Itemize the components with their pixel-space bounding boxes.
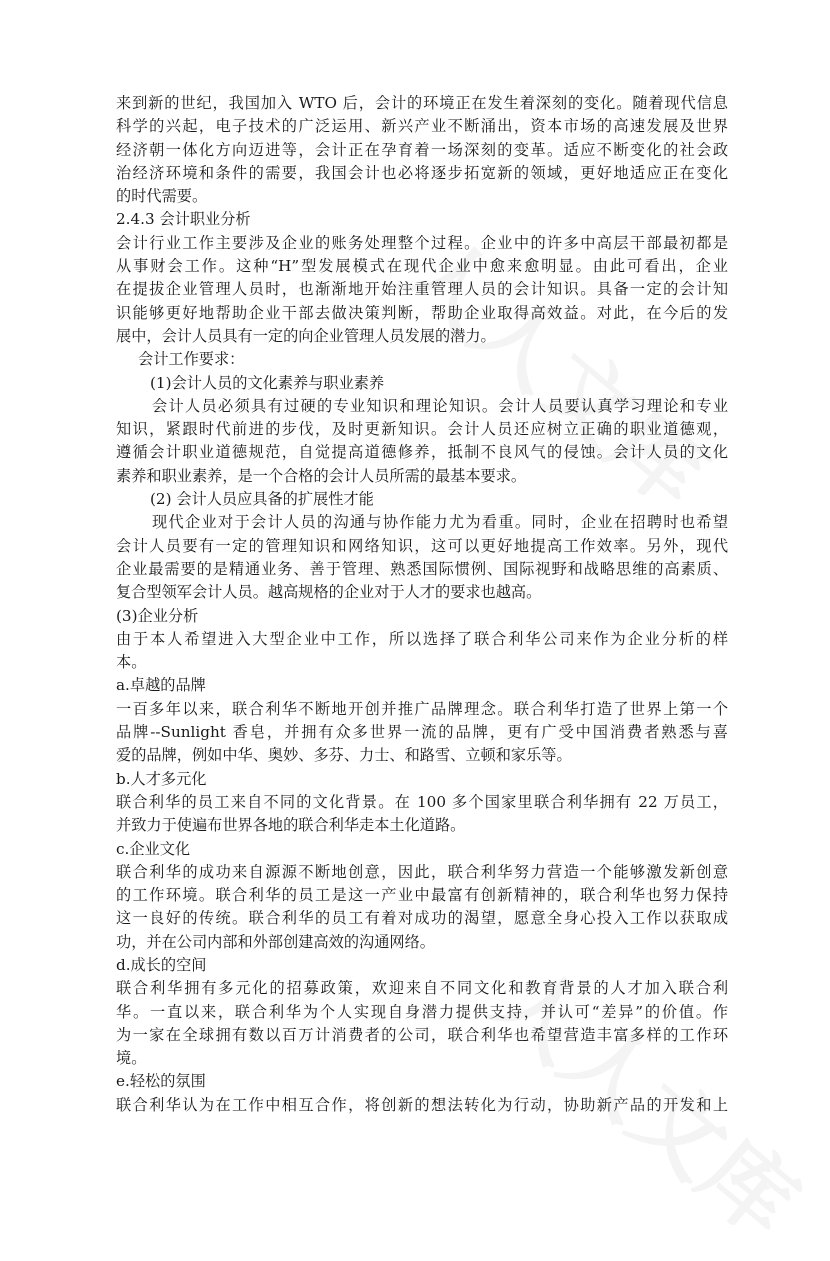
section-heading: a.卓越的品牌	[116, 676, 206, 695]
text-line: 知识，紧跟时代前进的步伐，及时更新知识。会计人员还应树立正确的职业道德观，	[116, 420, 728, 439]
paragraph	[116, 977, 728, 1070]
text-line: 素养和职业素养，是一个合格的会计人员所需的最基本要求。	[116, 466, 527, 485]
text-line: 为一家在全球拥有数以百万计消费者的公司，联合利华也希望营造丰富多样的工作环	[116, 1025, 728, 1044]
text-line: 来到新的世纪，我国加入 WTO 后，会计的环境正在发生着深刻的变化。随着现代信息	[116, 94, 728, 112]
section-heading: 2.4.3 会计职业分析	[116, 210, 251, 229]
section-heading: b.人才多元化	[116, 769, 207, 788]
paragraph	[116, 92, 728, 208]
text-line: 联合利华拥有多元化的招募政策，欢迎来自不同文化和教育背景的人才加入联合利	[116, 979, 728, 998]
text-line: 华。一直以来，联合利华为个人实现自身潜力提供支持，并认可“差异”的价值。作	[116, 1002, 728, 1021]
paragraph	[116, 698, 728, 768]
text-line: 经济朝一体化方向迈进等，会计正在孕育着一场深刻的变革。适应不断变化的社会政	[116, 140, 728, 159]
text-line: 境。	[116, 1049, 147, 1068]
section-heading: 会计工作要求：	[138, 350, 245, 369]
text-line: 复合型领军会计人员。越高规格的企业对于人才的要求也越高。	[116, 583, 542, 602]
text-line: 现代企业对于会计人员的沟通与协作能力尤为看重。同时，企业在招聘时也希望	[152, 513, 728, 532]
section-heading: (3)企业分析	[116, 606, 199, 625]
paragraph	[116, 1094, 728, 1117]
text-line: 这一良好的传统。联合利华的员工有着对成功的渴望，愿意全身心投入工作以获取成	[116, 909, 728, 928]
text-line: 联合利华认为在工作中相互合作，将创新的想法转化为行动，协助新产品的开发和上	[116, 1095, 728, 1114]
text-line: 的工作环境。联合利华的员工是这一产业中最富有创新精神的，联合利华也努力保持	[116, 886, 728, 905]
section-heading: e.轻松的氛围	[116, 1072, 206, 1091]
text-line: 在提拔企业管理人员时，也渐渐地开始注重管理人员的会计知识。具备一定的会计知	[116, 280, 728, 299]
section-heading: (2) 会计人员应具备的扩展性才能	[150, 490, 374, 509]
text-line: 治经济环境和条件的需要，我国会计也必将逐步拓宽新的领域，更好地适应正在变化	[116, 163, 728, 182]
text-line: 企业最需要的是精通业务、善于管理、熟悉国际惯例、国际视野和战略思维的高素质、	[116, 559, 728, 578]
text-line: 品牌--Sunlight 香皂，并拥有众多世界一流的品牌，更有广受中国消费者熟悉与喜	[116, 723, 728, 742]
paragraph	[116, 791, 728, 838]
text-line: 由于本人希望进入大型企业中工作，所以选择了联合利华公司来作为企业分析的样	[116, 629, 728, 648]
section-heading: (1)会计人员的文化素养与职业素养	[150, 373, 385, 392]
text-line: 遵循会计职业道德规范，自觉提高道德修养，抵制不良风气的侵蚀。会计人员的文化	[116, 443, 728, 462]
text-line: 的时代需要。	[116, 187, 208, 206]
text-line: 联合利华的员工来自不同的文化背景。在 100 多个国家里联合利华拥有 22 万员工，	[116, 792, 728, 811]
text-line: 展中，会计人员具有一定的向企业管理人员发展的潜力。	[116, 326, 496, 345]
paragraph	[116, 628, 728, 675]
text-line: 会计人员必须具有过硬的专业知识和理论知识。会计人员要认真学习理论和专业	[152, 396, 728, 415]
section-heading: d.成长的空间	[116, 955, 207, 974]
text-line: 科学的兴起，电子技术的广泛运用、新兴产业不断涌出，资本市场的高速发展及世界	[116, 117, 728, 136]
paragraph	[116, 511, 728, 604]
text-line: 会计人员要有一定的管理知识和网络知识，这可以更好地提高工作效率。另外，现代	[116, 536, 728, 555]
text-line: 一百多年以来，联合利华不断地开创并推广品牌理念。联合利华打造了世界上第一个	[116, 699, 728, 718]
text-line: 本。	[116, 653, 147, 672]
section-heading: c.企业文化	[116, 839, 191, 858]
text-line: 识能够更好地帮助企业干部去做决策判断，帮助企业取得高效益。对此，在今后的发	[116, 303, 728, 322]
text-line: 爱的品牌，例如中华、奥妙、多芬、力士、和路雪、立顿和家乐等。	[116, 746, 572, 765]
paragraph	[116, 395, 728, 488]
paragraph	[116, 861, 728, 954]
text-line: 联合利华的成功来自源源不断地创意，因此，联合利华努力营造一个能够激发新创意	[116, 862, 728, 881]
text-line: 并致力于使遍布世界各地的联合利华走本土化道路。	[116, 816, 466, 835]
text-line: 从事财会工作。这种“H”型发展模式在现代企业中愈来愈明显。由此可看出，企业	[116, 257, 728, 276]
text-line: 会计行业工作主要涉及企业的账务处理整个过程。企业中的许多中高层干部最初都是	[116, 233, 728, 252]
paragraph	[116, 232, 728, 348]
text-line: 功，并在公司内部和外部创建高效的沟通网络。	[116, 932, 435, 951]
document-page	[116, 92, 728, 1117]
